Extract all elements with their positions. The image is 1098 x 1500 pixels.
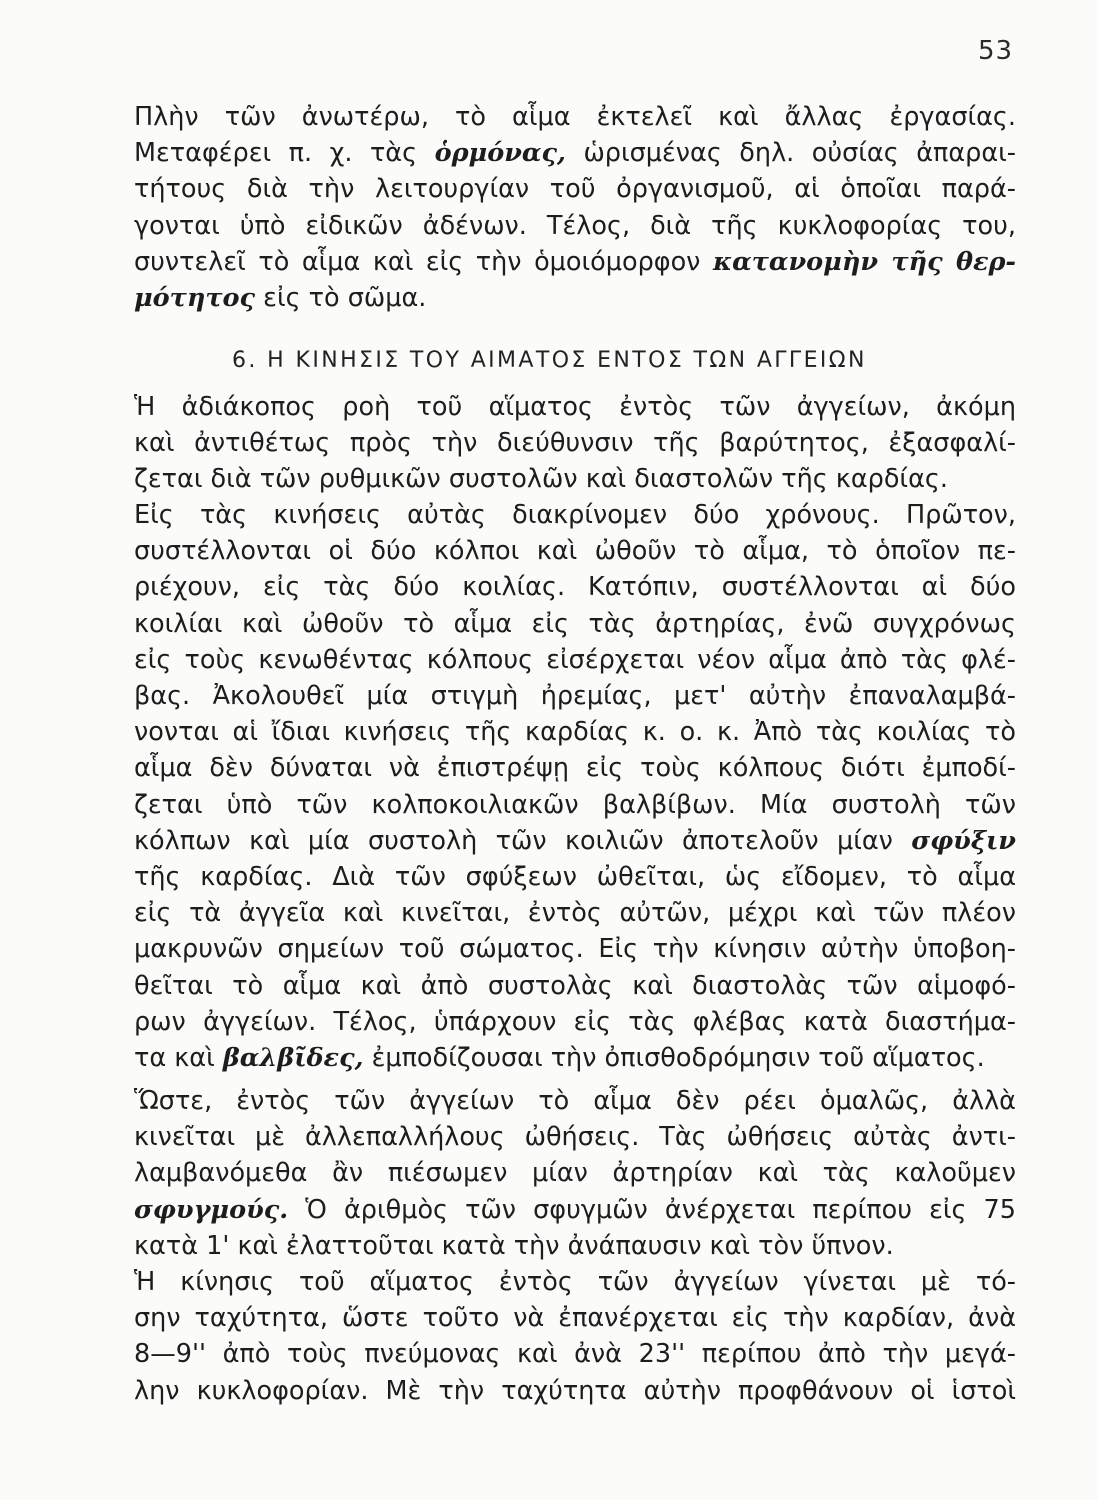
text-line: [134, 1119, 1016, 1155]
line-text: συστέλλονται οἱ δύο κόλποι καὶ ὠθοῦν τὸ αἷμα, τὸ ὁποῖον πε-: [134, 536, 1016, 567]
line-text: κοιλίαι καὶ ὠθοῦν τὸ αἷμα εἰς τὰς ἀρτηρίας, ἐνῶ συγχρόνως: [134, 608, 1016, 639]
text-line: [134, 642, 1016, 678]
text-line: [134, 461, 1016, 497]
line-text: καὶ ἀντιθέτως πρὸς τὴν διεύθυνσιν τῆς βαρύτητος, ἐξασφαλί-: [134, 428, 1016, 459]
text-line: [134, 678, 1016, 714]
text-line: [134, 1264, 1016, 1300]
line-text: Ἡ κίνησις τοῦ αἵματος ἐντὸς τῶν ἀγγείων γίνεται μὲ τό-: [134, 1267, 1016, 1297]
line-text: κόλπων καὶ μία συστολὴ τῶν κοιλιῶν ἀποτελοῦν μίαν: [134, 825, 912, 856]
text-line: [134, 1228, 1016, 1264]
text-line: [134, 1192, 1016, 1228]
text-line: [134, 895, 1016, 931]
text-line: [134, 171, 1016, 207]
text-line: [134, 787, 1016, 823]
line-text: αἷμα δὲν δύναται νὰ ἐπιστρέψῃ εἰς τοὺς κόλπους διότι ἐμποδί-: [134, 753, 1016, 784]
text-line: [134, 280, 1016, 316]
line-text: κατὰ 1' καὶ ἐλαττοῦται κατὰ τὴν ἀνάπαυσιν καὶ τὸν ὕπνον.: [134, 1230, 894, 1261]
line-text: ζεται ὑπὸ τῶν κολποκοιλιακῶν βαλβίβων. Μία συστολὴ τῶν: [134, 789, 1016, 820]
text-line: [134, 569, 1016, 605]
text-line: [134, 1083, 1016, 1119]
line-text: μακρυνῶν σημείων τοῦ σώματος. Εἰς τὴν κίνησιν αὐτὴν ὑποβοη-: [134, 934, 1016, 965]
emphasized-term: σφυγμούς.: [134, 1194, 289, 1225]
text-line: [134, 244, 1016, 280]
line-text: γονται ὑπὸ εἰδικῶν ἀδένων. Τέλος, διὰ τῆς κυκλοφορίας του,: [134, 210, 1016, 241]
text-line: [134, 1040, 1016, 1076]
line-text: νονται αἱ ἴδιαι κινήσεις τῆς καρδίας κ. ο. κ. Ἀπὸ τὰς κοιλίας τὸ: [134, 717, 1016, 748]
text-line: [134, 533, 1016, 569]
text-line: [134, 606, 1016, 642]
text-line: [134, 823, 1016, 859]
emphasized-term: κατανομὴν τῆς θερ-: [712, 246, 1016, 277]
line-text: 8—9'' ἀπὸ τοὺς πνεύμονας καὶ ἀνὰ 23'' περίπου ἀπὸ τὴν μεγά-: [134, 1339, 1016, 1370]
text-line: [134, 425, 1016, 461]
text-line: [134, 859, 1016, 895]
line-text: Ἡ ἀδιάκοπος ροὴ τοῦ αἵματος ἐντὸς τῶν ἀγγείων, ἀκόμη: [134, 392, 1016, 422]
line-text: βας. Ἀκολουθεῖ μία στιγμὴ ἠρεμίας, μετ' αὐτὴν ἐπαναλαμβά-: [134, 681, 1016, 711]
line-text: εἰς τὸ σῶμα.: [255, 283, 427, 313]
text-line: [134, 1155, 1016, 1191]
line-text: ζεται διὰ τῶν ρυθμικῶν συστολῶν καὶ διαστολῶν τῆς καρδίας.: [134, 464, 948, 495]
line-text: τῆς καρδίας. Διὰ τῶν σφύξεων ὠθεῖται, ὡς εἴδομεν, τὸ αἷμα: [134, 862, 1016, 892]
text-line: [134, 1004, 1016, 1040]
text-line: [134, 968, 1016, 1004]
text-line: [134, 208, 1016, 244]
line-text: Εἰς τὰς κινήσεις αὐτὰς διακρίνομεν δύο χρόνους. Πρῶτον,: [134, 500, 1016, 530]
text-line: [134, 750, 1016, 786]
emphasized-term: μότητος: [134, 283, 256, 313]
text-line: [134, 931, 1016, 967]
emphasized-term: σφύξιν: [911, 825, 1016, 856]
emphasized-term: ὁρμόνας,: [434, 138, 566, 169]
line-text: Ὁ ἀριθμὸς τῶν σφυγμῶν ἀνέρχεται περίπου εἰς 75: [288, 1194, 1016, 1225]
text-line: [134, 135, 1016, 171]
line-text: Ὥστε, ἐντὸς τῶν ἀγγείων τὸ αἷμα δὲν ρέει ὁμαλῶς, ἀλλὰ: [134, 1086, 1016, 1116]
section-heading: 6. Η ΚΙΝΗΣΙΣ ΤΟΥ ΑΙΜΑΤΟΣ ΕΝΤΟΣ ΤΩΝ ΑΓΓΕΙΩΝ: [232, 348, 867, 373]
line-text: συντελεῖ τὸ αἷμα καὶ εἰς τὴν ὁμοιόμορφον: [134, 246, 713, 277]
line-text: λαμβανόμεθα ἂν πιέσωμεν μίαν ἀρτηρίαν καὶ τὰς καλοῦμεν: [134, 1158, 1016, 1189]
line-text: ὡρισμένας δηλ. οὐσίας ἀπαραι-: [565, 138, 1016, 169]
line-text: τα καὶ: [134, 1043, 223, 1073]
line-text: Πλὴν τῶν ἀνωτέρω, τὸ αἷμα ἐκτελεῖ καὶ ἄλλας ἐργασίας.: [134, 102, 1016, 132]
text-line: [134, 714, 1016, 750]
text-line: [134, 99, 1016, 135]
text-line: [134, 1336, 1016, 1372]
line-text: ρων ἀγγείων. Τέλος, ὑπάρχουν εἰς τὰς φλέβας κατὰ διαστήμα-: [134, 1006, 1016, 1037]
text-line: [134, 389, 1016, 425]
line-text: λην κυκλοφορίαν. Μὲ τὴν ταχύτητα αὐτὴν προφθάνουν οἱ ἱστοὶ: [134, 1375, 1016, 1406]
emphasized-term: βαλβῖδες,: [222, 1043, 364, 1073]
line-text: θεῖται τὸ αἷμα καὶ ἀπὸ συστολὰς καὶ διαστολὰς τῶν αἱμοφό-: [134, 970, 1016, 1001]
text-line: [134, 1373, 1016, 1409]
line-text: εἰς τὰ ἀγγεῖα καὶ κινεῖται, ἐντὸς αὐτῶν, μέχρι καὶ τῶν πλέον: [134, 898, 1016, 929]
page-number: 53: [978, 36, 1014, 66]
line-text: τήτους διὰ τὴν λειτουργίαν τοῦ ὀργανισμοῦ, αἱ ὁποῖαι παρά-: [134, 174, 1016, 205]
line-text: Μεταφέρει π. χ. τὰς: [134, 138, 435, 169]
line-text: ριέχουν, εἰς τὰς δύο κοιλίας. Κατόπιν, συστέλλονται αἱ δύο: [134, 572, 1016, 603]
text-line: [134, 497, 1016, 533]
line-text: εἰς τοὺς κενωθέντας κόλπους εἰσέρχεται νέον αἷμα ἀπὸ τὰς φλέ-: [134, 644, 1016, 675]
line-text: ἐμποδίζουσαι τὴν ὀπισθοδρόμησιν τοῦ αἵματος.: [363, 1043, 985, 1073]
line-text: κινεῖται μὲ ἀλλεπαλλήλους ὠθήσεις. Τὰς ὠθήσεις αὐτὰς ἀντι-: [134, 1122, 1016, 1153]
line-text: σην ταχύτητα, ὥστε τοῦτο νὰ ἐπανέρχεται εἰς τὴν καρδίαν, ἀνὰ: [134, 1303, 1016, 1334]
text-line: [134, 1300, 1016, 1336]
